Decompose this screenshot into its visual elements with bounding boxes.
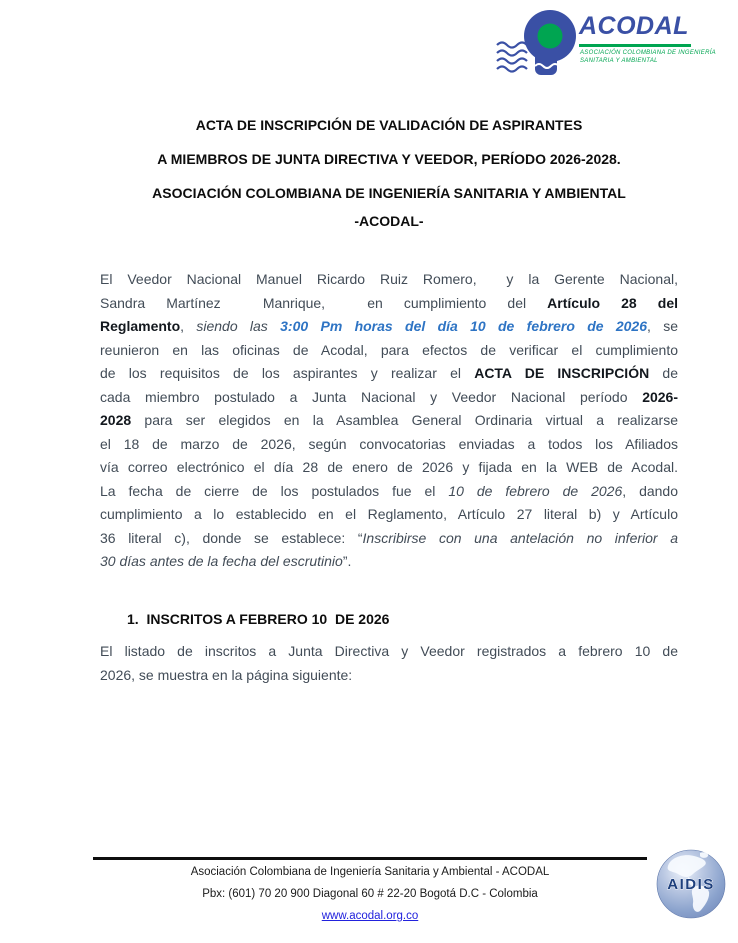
title-line-4: -ACODAL- [354, 213, 424, 229]
footer-link-row [93, 905, 647, 927]
text-run: el 18 de marzo de 2026, según convocatorias enviadas a todos los Afiliados [100, 435, 678, 452]
paragraph-line [100, 386, 678, 410]
text-run: Inscribirse con una antelación no inferior a [362, 529, 678, 546]
text-run: 36 literal c), donde se establece: “ [100, 529, 363, 546]
paragraph-line [100, 456, 678, 480]
text-run: Sandra Martínez Manrique, en cumplimiento del [100, 294, 548, 311]
logo-tagline-line2: SANITARIA Y AMBIENTAL [580, 58, 658, 64]
paragraph-line [100, 409, 678, 433]
text-run: de los requisitos de los aspirantes y realizar el [100, 365, 475, 381]
aidis-label: AIDIS [667, 876, 715, 893]
text-run: cumplimiento a lo establecido en el Reglamento, Artículo 27 literal b) y Artículo [100, 506, 678, 522]
text-run: 2026, se muestra en la página siguiente: [100, 666, 353, 683]
title-line-1: ACTA DE INSCRIPCIÓN DE VALIDACIÓN DE ASPIRANTES [195, 117, 583, 133]
text-run: reunieron en las oficinas de Acodal, para efectos de verificar el cumplimiento [100, 341, 678, 358]
footer-address: Pbx: (601) 70 20 900 Diagonal 60 # 22-20 Bogotá D.C - Colombia [202, 888, 538, 900]
paragraph-line [100, 362, 678, 386]
text-run: , dando [622, 482, 678, 499]
paragraph-line [100, 433, 678, 457]
text-run: , [180, 318, 197, 334]
paragraph-line [100, 527, 678, 551]
paragraph-line [100, 292, 678, 316]
paragraph-line [100, 503, 678, 527]
text-run: , se [647, 318, 679, 334]
text-run: 2028 [100, 412, 132, 428]
text-run: El Veedor Nacional Manuel Ricardo Ruiz Romero, y la Gerente Nacional, [100, 271, 678, 287]
title-line-2: A MIEMBROS DE JUNTA DIRECTIVA Y VEEDOR, PERÍODO 2026-2028. [157, 151, 621, 167]
text-run: ”. [342, 553, 352, 569]
acodal-wordmark: ACODAL [579, 12, 689, 40]
text-run: El listado de inscritos a Junta Directiva y Veedor registrados a febrero 10 de [100, 643, 678, 659]
aidis-globe-logo [656, 846, 726, 920]
document-title [100, 108, 678, 233]
footer-org-name: Asociación Colombiana de Ingeniería Sanitaria y Ambiental - ACODAL [190, 866, 550, 878]
paragraph-line [100, 480, 678, 504]
title-line-3: ASOCIACIÓN COLOMBIANA DE INGENIERÍA SANITARIA Y AMBIENTAL [152, 185, 626, 201]
text-run: 10 de febrero de 2026 [448, 482, 623, 499]
text-run: de [649, 365, 678, 381]
section-heading-inscritos: 1. INSCRITOS A FEBRERO 10 DE 2026 [127, 610, 390, 627]
text-run: 2026- [642, 388, 678, 405]
paragraph-line [100, 550, 678, 574]
text-run: para ser elegidos en la Asamblea General Ordinaria virtual a realizarse [131, 412, 678, 428]
document-body [100, 0, 678, 687]
text-run: siendo las [196, 318, 281, 334]
text-run: vía correo electrónico el día 28 de enero de 2026 y fijada en la WEB de Acodal. [100, 459, 678, 475]
text-run: 3:00 Pm horas del día 10 de febrero de 2026 [280, 318, 648, 334]
paragraph-line [100, 339, 678, 363]
footer-divider [93, 857, 647, 860]
text-run: Artículo 28 del [547, 294, 679, 311]
text-run: ACTA DE INSCRIPCIÓN [474, 365, 650, 381]
footer [93, 861, 647, 927]
paragraph-line [100, 315, 678, 339]
paragraph-listado [100, 640, 678, 687]
paragraph-line [100, 268, 678, 292]
text-run: Reglamento [100, 318, 181, 334]
text-run: cada miembro postulado a Junta Nacional y Veedor Nacional período [100, 388, 643, 405]
text-run: La fecha de cierre de los postulados fue el [100, 482, 449, 499]
paragraph-acta [100, 268, 678, 574]
footer-website-link[interactable]: www.acodal.org.co [321, 910, 419, 922]
text-run: 30 días antes de la fecha del escrutinio [100, 553, 343, 569]
paragraph-line [100, 664, 678, 688]
logo-tagline-line1: ASOCIACIÓN COLOMBIANA DE INGENIERÍA [580, 50, 716, 56]
paragraph-line [100, 640, 678, 664]
